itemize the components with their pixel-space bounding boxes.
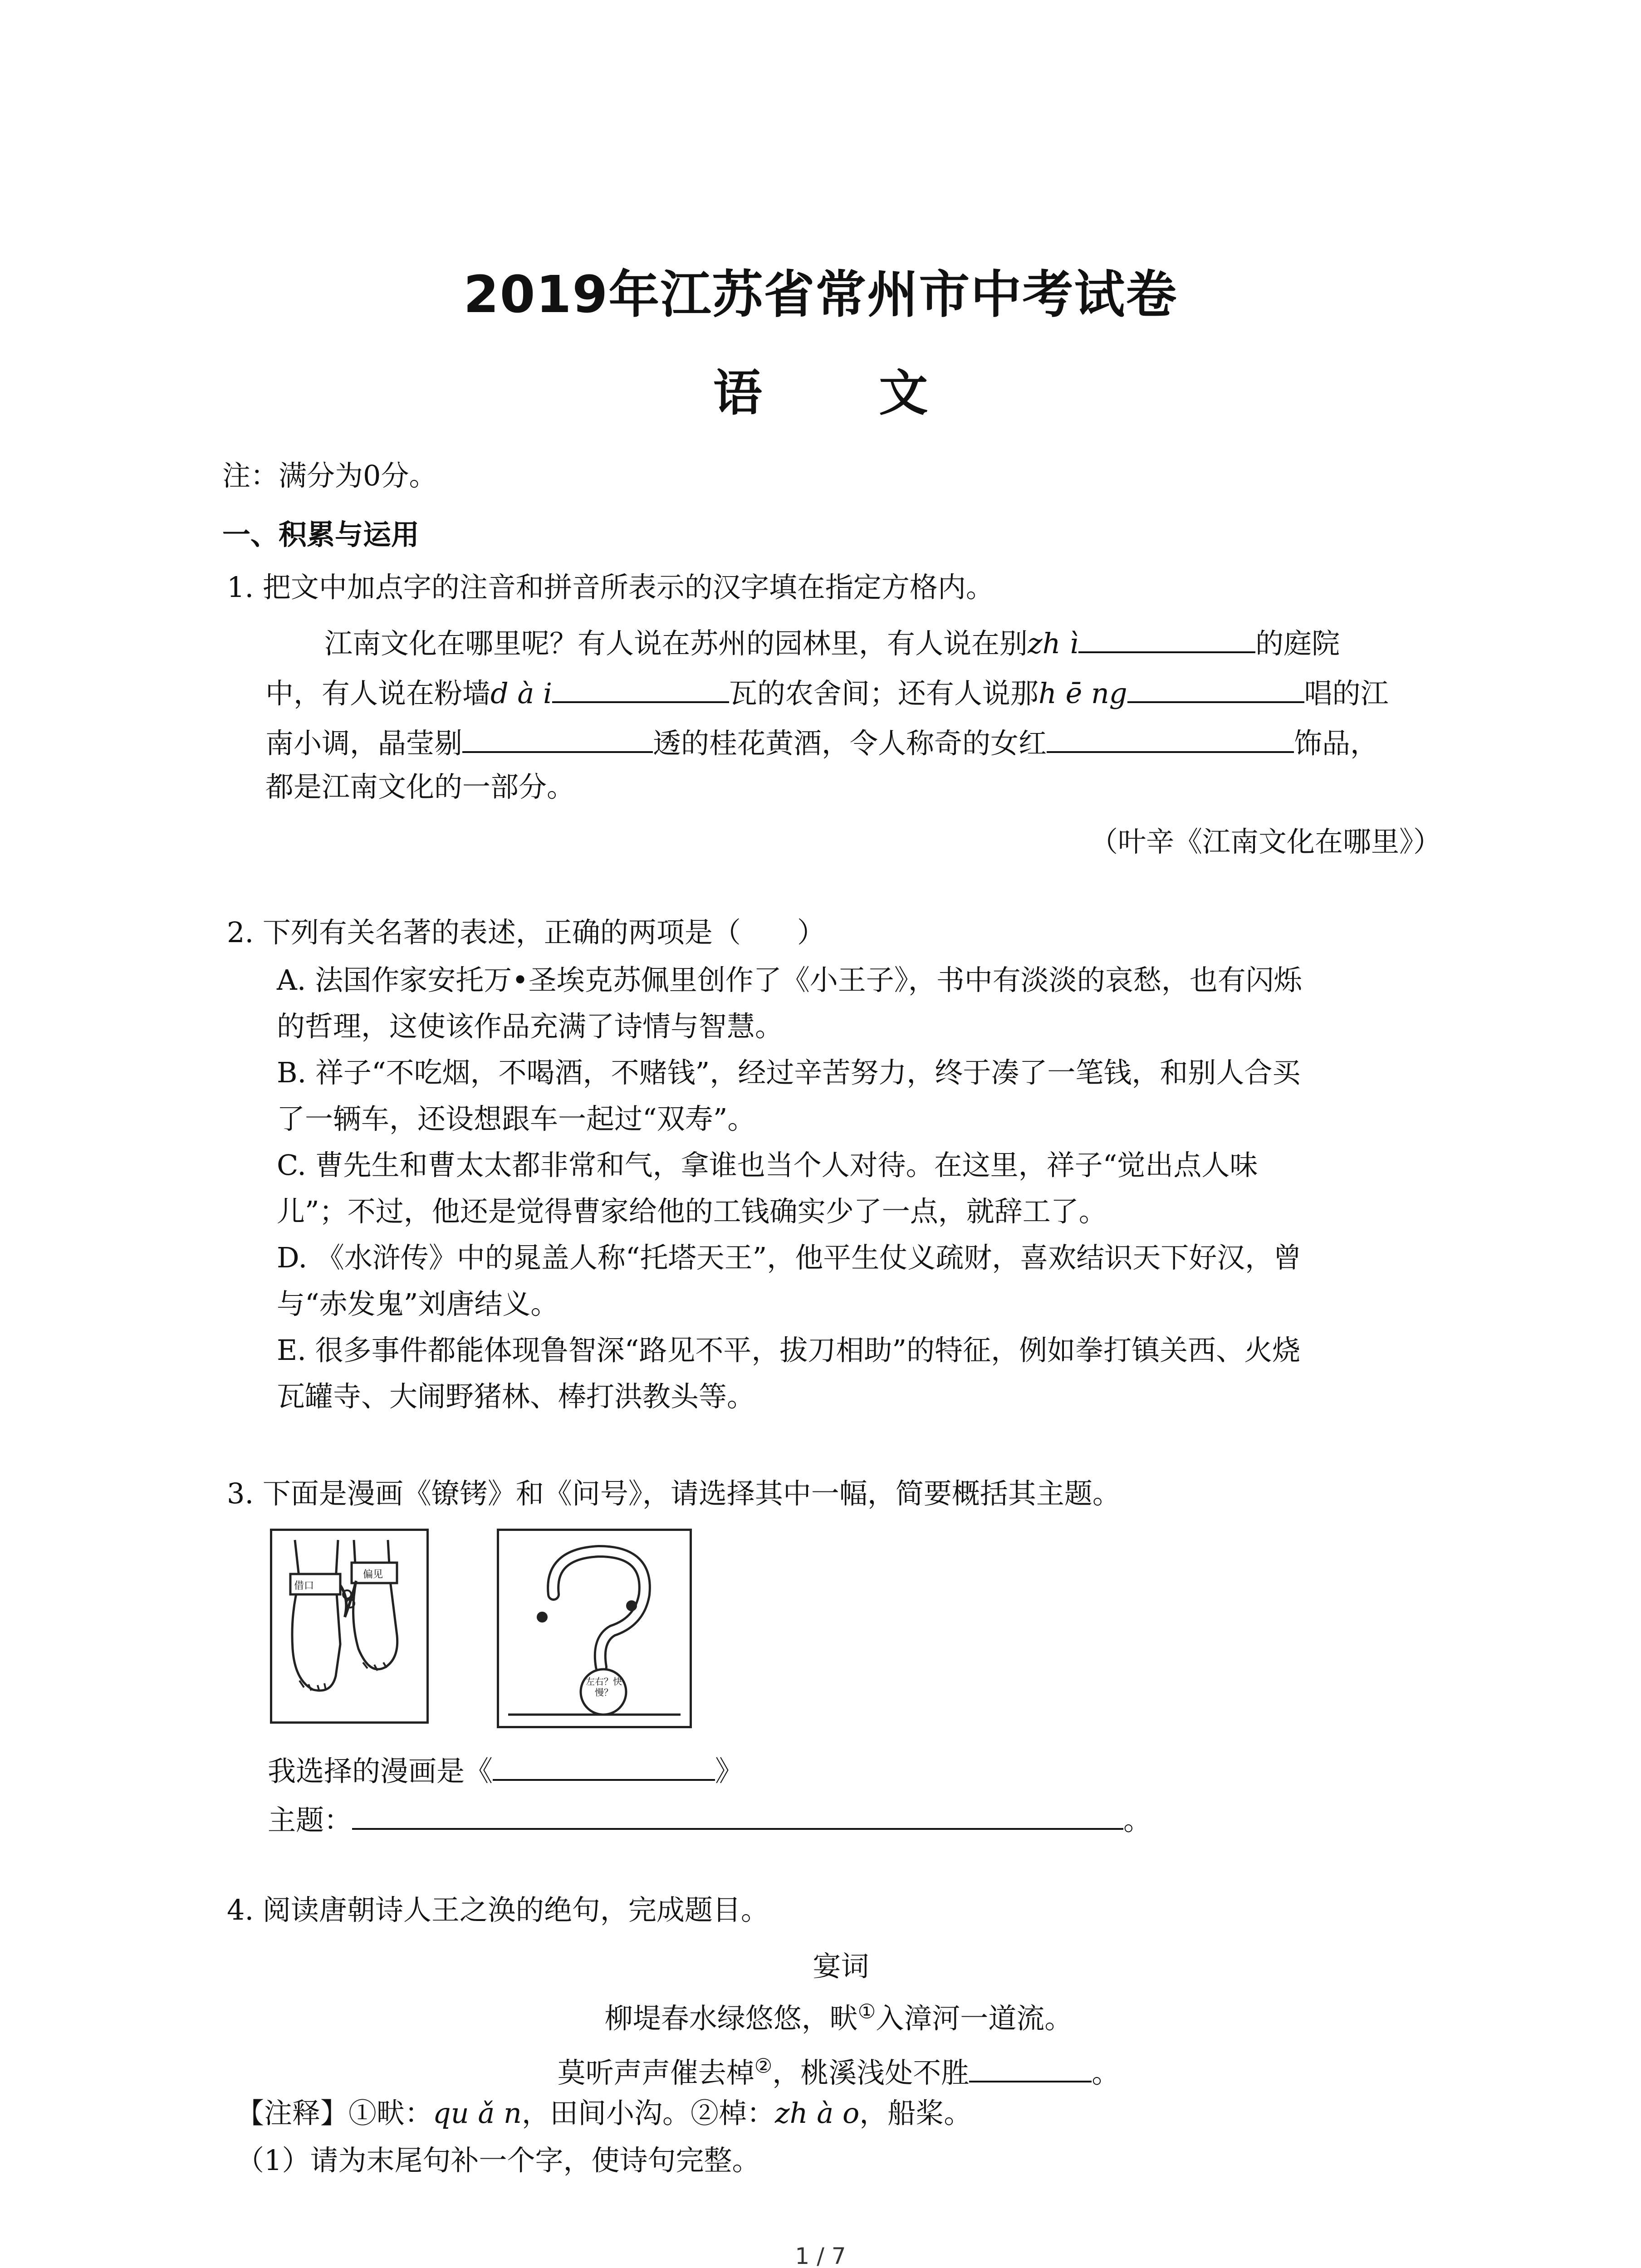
poem-verse-1 [0, 1996, 1641, 2036]
option-d-line-1: D. 《水浒传》中的晁盖人称“托塔天王”，他平生仗义疏财，喜欢结识天下好汉，曾 [277, 1241, 1302, 1274]
q3-choice-line [268, 1751, 744, 1788]
option-b-line-2: 了一辆车，还设想跟车一起过“双寿”。 [277, 1102, 756, 1135]
q1-source: （叶辛《江南文化在哪里》） [1089, 825, 1441, 858]
text: 的庭院 [1255, 627, 1340, 660]
text: 莫听声声催去棹 [557, 2056, 754, 2089]
answer-blank[interactable] [462, 723, 653, 753]
q1-line-2 [265, 673, 1389, 708]
pinyin: zh à o [774, 2097, 860, 2130]
q1-line-4: 都是江南文化的一部分。 [265, 770, 575, 803]
text: 》 [715, 1755, 744, 1788]
option-d-line-2: 与“赤发鬼”刘唐结义。 [277, 1287, 559, 1320]
theme-answer-blank[interactable] [352, 1800, 1123, 1830]
ball-label: 左右？快慢？ [586, 1676, 622, 1698]
score-note: 注：满分为0分。 [222, 459, 437, 492]
text: 饰品， [1294, 727, 1379, 760]
note-marker: ① [857, 2000, 876, 2024]
answer-blank[interactable] [552, 673, 729, 703]
option-c-line-2: 儿”；不过，他还是觉得曹家给他的工钱确实少了一点，就辞工了。 [277, 1195, 1107, 1228]
option-a-line-2: 的哲理，这使该作品充满了诗情与智慧。 [277, 1010, 784, 1043]
q1-line-1 [324, 623, 1340, 658]
text: 主题： [268, 1804, 353, 1837]
cuff-label-right: 偏见 [363, 1569, 383, 1580]
page-number: 1 / 7 [795, 2243, 846, 2268]
text: 唱的江 [1304, 677, 1389, 710]
option-b-line-1: B. 祥子“不吃烟，不喝酒，不赌钱”，经过辛苦努力，终于凑了一笔钱，和别人合买 [277, 1056, 1301, 1089]
cartoon-shackles [270, 1529, 429, 1724]
text: 入漳河一道流。 [876, 2002, 1073, 2035]
question-2-stem: 2. 下列有关名著的表述，正确的两项是（ ） [227, 916, 825, 949]
pinyin-dai: d à i [490, 677, 552, 710]
text: 柳堤春水绿悠悠，畎 [604, 2002, 858, 2035]
option-e-line-1: E. 很多事件都能体现鲁智深“路见不平，拔刀相助”的特征，例如拳打镇关西、火烧 [277, 1334, 1301, 1367]
cuff-label-left: 借口 [294, 1580, 314, 1592]
text: 。 [1092, 2056, 1120, 2089]
question-4-stem: 4. 阅读唐朝诗人王之涣的绝句，完成题目。 [227, 1893, 769, 1926]
q1-line-3 [265, 723, 1378, 758]
pinyin-zhi: zh ì [1028, 627, 1079, 660]
text: 瓦的农舍间；还有人说那 [729, 677, 1038, 710]
pinyin: qu ǎ n [433, 2097, 522, 2130]
poem-answer-blank[interactable] [969, 2053, 1092, 2082]
question-1-stem: 1. 把文中加点字的注音和拼音所表示的汉字填在指定方格内。 [227, 571, 994, 604]
text: ，田间小沟。②棹： [521, 2097, 775, 2130]
section-heading: 一、积累与运用 [222, 518, 420, 551]
poem-title: 宴词 [813, 1950, 869, 1983]
subject-title: 语 文 [713, 365, 978, 422]
note-marker: ② [754, 2054, 773, 2078]
pinyin-heng: h ē ng [1038, 677, 1127, 710]
text: 南小调，晶莹剔 [265, 727, 463, 760]
cartoon-choice-blank[interactable] [493, 1751, 715, 1781]
text: 。 [1123, 1804, 1152, 1837]
option-a-line-1: A. 法国作家安托万•圣埃克苏佩里创作了《小王子》，书中有淡淡的哀愁，也有闪烁 [277, 963, 1302, 997]
text: 中，有人说在粉墙 [265, 677, 491, 710]
q3-theme-line [268, 1800, 1152, 1837]
answer-blank[interactable] [1078, 623, 1255, 653]
option-e-line-2: 瓦罐寺、大闹野猪林、棒打洪教头等。 [277, 1380, 755, 1413]
poem-annotation [236, 2097, 972, 2130]
question-4-sub-1: （1）请为末尾句补一个字，使诗句完整。 [236, 2144, 760, 2177]
text: ①畎： [348, 2097, 433, 2130]
answer-blank[interactable] [1047, 723, 1294, 753]
poem-verse-2 [0, 2050, 1641, 2091]
text: ，桃溪浅处不胜 [772, 2056, 970, 2089]
text: 透的桂花黄酒，令人称奇的女红 [653, 727, 1047, 760]
shackled-feet-illustration [272, 1531, 426, 1721]
exam-title: 2019年江苏省常州市中考试卷 [463, 265, 1178, 324]
text: 【注释】 [236, 2097, 349, 2130]
text: 江南文化在哪里呢？有人说在苏州的园林里，有人说在别 [324, 627, 1028, 660]
answer-blank[interactable] [1127, 673, 1304, 703]
option-c-line-1: C. 曹先生和曹太太都非常和气，拿谁也当个人对待。在这里，祥子“觉出点人味 [277, 1149, 1258, 1182]
question-3-stem: 3. 下面是漫画《镣铐》和《问号》，请选择其中一幅，简要概括其主题。 [227, 1477, 1121, 1510]
cartoon-question-mark [497, 1529, 692, 1728]
text: 我选择的漫画是《 [268, 1755, 493, 1788]
text: ，船桨。 [859, 2097, 972, 2130]
